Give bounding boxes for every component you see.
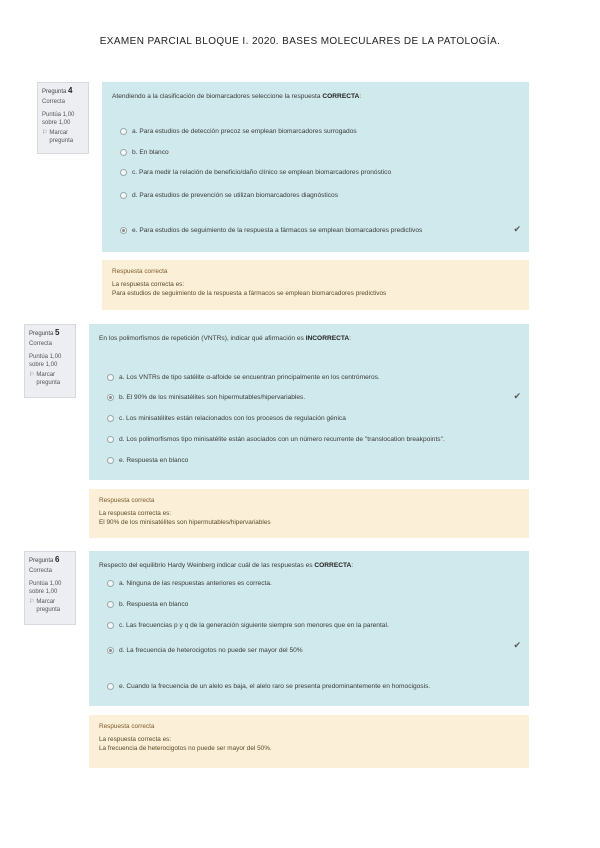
feedback-title: Respuesta correcta xyxy=(99,723,155,730)
flag-icon: ⚐ xyxy=(42,130,48,136)
question-content-6 xyxy=(89,551,529,706)
radio-button-selected[interactable] xyxy=(120,227,127,234)
flag-label: Marcar pregunta xyxy=(36,599,61,613)
feedback-answer: La frecuencia de heterocigotos no puede ser mayor del 50%. xyxy=(99,745,272,752)
checkmark-icon: ✔ xyxy=(513,224,521,234)
radio-button-selected[interactable] xyxy=(107,394,114,401)
question-info-5 xyxy=(24,324,76,398)
question-number: 6 xyxy=(55,555,60,564)
radio-button-selected[interactable] xyxy=(107,647,114,654)
answer-option-a[interactable]: a. Los VNTRs de tipo satélite α-alfoide se encuentran principalmente en los centrómeros. xyxy=(107,374,380,381)
question-text: Atendiendo a la clasificación de biomarcadores seleccione la respuesta CORRECTA: xyxy=(112,93,362,100)
checkmark-icon: ✔ xyxy=(513,640,521,650)
radio-button[interactable] xyxy=(107,415,114,422)
question-label: Pregunta xyxy=(42,89,67,95)
feedback-title: Respuesta correcta xyxy=(112,268,168,275)
radio-button[interactable] xyxy=(120,169,127,176)
radio-button[interactable] xyxy=(107,622,114,629)
radio-button[interactable] xyxy=(120,128,127,135)
answer-option-b[interactable]: b. En blanco xyxy=(120,149,169,156)
answer-option-b[interactable]: b. El 90% de los minisatélites son hipermutables/hipervariables. xyxy=(107,394,305,401)
answer-option-b[interactable]: b. Respuesta en blanco xyxy=(107,601,188,608)
checkmark-icon: ✔ xyxy=(513,391,521,401)
answer-option-e[interactable]: e. Para estudios de seguimiento de la respuesta a fármacos se emplean biomarcadores predictivos xyxy=(120,227,422,234)
feedback-label: La respuesta correcta es: xyxy=(99,510,172,517)
answer-option-c[interactable]: c. Para medir la relación de beneficio/daño clínico se emplean biomarcadores pronóstico xyxy=(120,169,391,176)
feedback-5 xyxy=(89,489,529,538)
flag-question-button[interactable] xyxy=(29,598,71,614)
answer-option-a[interactable]: a. Para estudios de detección precoz se emplean biomarcadores surrogados xyxy=(120,128,357,135)
flag-question-button[interactable] xyxy=(29,371,71,387)
feedback-4 xyxy=(102,260,529,310)
answer-option-e[interactable]: e. Respuesta en blanco xyxy=(107,457,188,464)
answer-option-c[interactable]: c. Las frecuencias p y q de la generación siguiente siempre son menores que en la parental. xyxy=(107,622,389,629)
question-info-6 xyxy=(24,551,76,625)
answer-option-d[interactable]: d. Para estudios de prevención se utilizan biomarcadores diagnósticos xyxy=(120,192,338,199)
question-score: Puntúa 1,00 sobre 1,00 xyxy=(29,581,62,595)
flag-icon: ⚐ xyxy=(29,599,35,605)
radio-button[interactable] xyxy=(107,580,114,587)
question-number: 5 xyxy=(55,328,60,337)
feedback-answer: Para estudios de seguimiento de la respuesta a fármacos se emplean biomarcadores predictivos xyxy=(112,290,387,297)
question-status: Correcta xyxy=(42,99,66,105)
radio-button[interactable] xyxy=(120,192,127,199)
feedback-label: La respuesta correcta es: xyxy=(99,736,172,743)
answer-option-d[interactable]: d. Los polimorfismos tipo minisatélite están asociados con un número recurrente de "translocation breakpoints". xyxy=(107,436,445,443)
answer-option-c[interactable]: c. Los minisatélites están relacionados con los procesos de regulación génica xyxy=(107,415,346,422)
question-content-5 xyxy=(89,324,529,480)
radio-button[interactable] xyxy=(107,601,114,608)
question-status: Correcta xyxy=(29,568,53,574)
radio-button[interactable] xyxy=(107,683,114,690)
radio-button[interactable] xyxy=(120,149,127,156)
question-info-4 xyxy=(37,82,89,154)
question-number: 4 xyxy=(68,86,73,95)
question-label: Pregunta xyxy=(29,558,54,564)
answer-option-a[interactable]: a. Ninguna de las respuestas anteriores es correcta. xyxy=(107,580,272,587)
flag-label: Marcar pregunta xyxy=(36,372,61,386)
answer-option-e[interactable]: e. Cuando la frecuencia de un alelo es baja, el alelo raro se presenta predominantemente en homocigosis. xyxy=(107,683,430,690)
radio-button[interactable] xyxy=(107,457,114,464)
question-text: Respecto del equilibrio Hardy Weinberg indicar cuál de las respuestas es CORRECTA: xyxy=(99,562,354,569)
question-score: Puntúa 1,00 sobre 1,00 xyxy=(42,112,75,126)
radio-button[interactable] xyxy=(107,374,114,381)
question-content-4 xyxy=(102,82,529,252)
flag-label: Marcar pregunta xyxy=(49,130,74,144)
feedback-6 xyxy=(89,715,529,768)
feedback-label: La respuesta correcta es: xyxy=(112,281,185,288)
question-text: En los polimorfismos de repetición (VNTRs), indicar qué afirmación es INCORRECTA: xyxy=(99,335,352,342)
question-status: Correcta xyxy=(29,341,53,347)
feedback-answer: El 90% de los minisatélites son hipermutables/hipervariables xyxy=(99,519,271,526)
question-score: Puntúa 1,00 sobre 1,00 xyxy=(29,354,62,368)
question-label: Pregunta xyxy=(29,331,54,337)
flag-question-button[interactable] xyxy=(42,129,84,145)
radio-button[interactable] xyxy=(107,436,114,443)
flag-icon: ⚐ xyxy=(29,372,35,378)
feedback-title: Respuesta correcta xyxy=(99,497,155,504)
page-title: EXAMEN PARCIAL BLOQUE I. 2020. BASES MOLECULARES DE LA PATOLOGÍA. xyxy=(99,36,501,47)
answer-option-d[interactable]: d. La frecuencia de heterocigotos no puede ser mayor del 50% xyxy=(107,647,303,654)
